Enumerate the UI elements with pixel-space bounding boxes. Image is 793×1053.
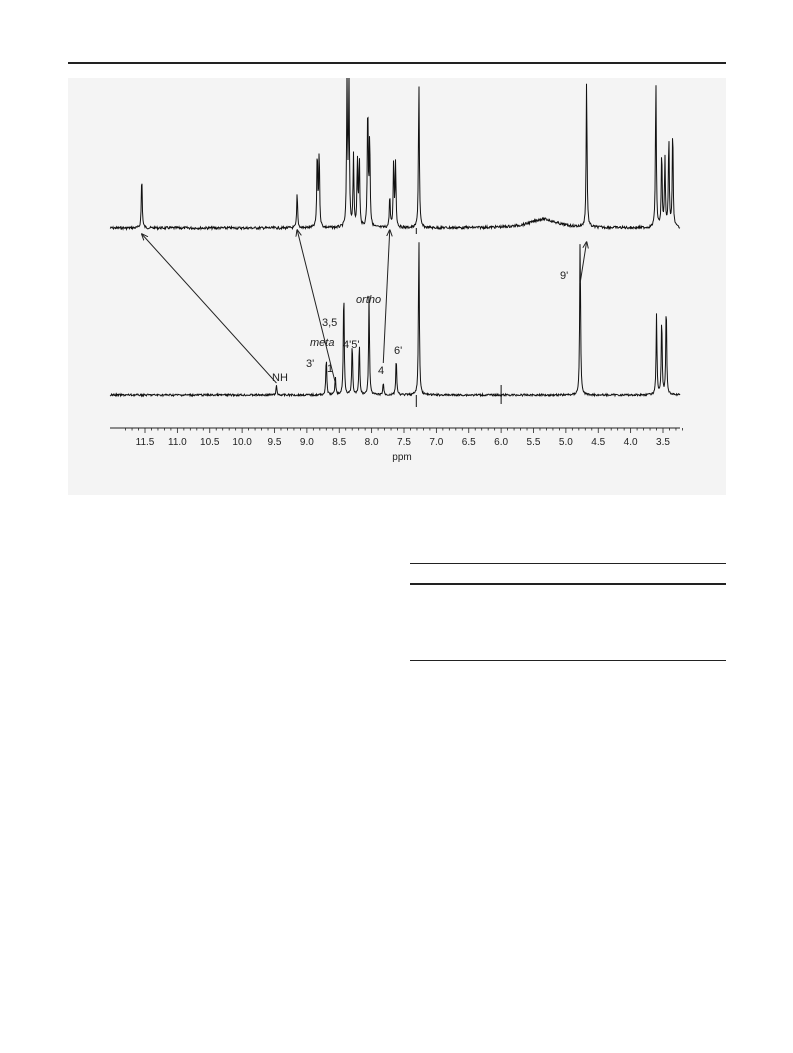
peak-label-ortho: ortho bbox=[356, 294, 382, 306]
x-tick-label: 4.5 bbox=[591, 437, 606, 448]
x-tick-label: 8.0 bbox=[364, 437, 379, 448]
x-tick-label: 6.5 bbox=[461, 437, 476, 448]
peak-label-4: 4 bbox=[378, 365, 385, 377]
peak-label-3-prime: 3' bbox=[306, 358, 315, 370]
page-top-rule bbox=[68, 62, 726, 64]
table-top-rule bbox=[410, 563, 726, 564]
spectrum-trace-2 bbox=[110, 242, 680, 396]
shift-arrow-3 bbox=[383, 230, 389, 363]
x-tick-label: 3.5 bbox=[656, 437, 670, 448]
x-tick-label: 5.5 bbox=[526, 437, 541, 448]
spectrum-trace-1 bbox=[110, 78, 680, 229]
x-tick-label: 11.0 bbox=[168, 437, 187, 448]
shift-arrow-1 bbox=[142, 234, 277, 383]
nmr-figure bbox=[68, 78, 726, 495]
x-tick-label: 7.5 bbox=[397, 437, 411, 448]
x-tick-label: 4.0 bbox=[623, 437, 638, 448]
table-bottom-rule bbox=[410, 660, 726, 661]
x-tick-label: 5.0 bbox=[558, 437, 573, 448]
peak-label-nh: NH bbox=[272, 372, 288, 384]
table-header-rule bbox=[410, 583, 726, 585]
shift-arrow-4 bbox=[580, 242, 586, 283]
x-tick-label: 7.0 bbox=[429, 437, 444, 448]
peak-label-meta: meta bbox=[310, 337, 335, 349]
peak-label-1: 1 bbox=[327, 363, 334, 375]
x-tick-label: 8.5 bbox=[332, 437, 347, 448]
x-tick-label: 6.0 bbox=[494, 437, 509, 448]
peak-label-9-prime: 9' bbox=[560, 270, 569, 282]
nmr-spectra-plot bbox=[68, 78, 726, 495]
x-tick-label: 9.5 bbox=[267, 437, 282, 448]
x-tick-label: 10.0 bbox=[232, 437, 252, 448]
peak-label-3-5: 3,5 bbox=[322, 317, 338, 329]
peak-label-6-prime: 6' bbox=[394, 345, 403, 357]
shift-arrow-2 bbox=[297, 230, 338, 383]
x-tick-label: 10.5 bbox=[200, 437, 220, 448]
peak-label-4-prime-5-prime: 4'5' bbox=[343, 339, 360, 351]
x-tick-label: 9.0 bbox=[299, 437, 314, 448]
x-tick-label: 11.5 bbox=[135, 437, 155, 448]
x-axis-title: ppm bbox=[392, 452, 412, 463]
